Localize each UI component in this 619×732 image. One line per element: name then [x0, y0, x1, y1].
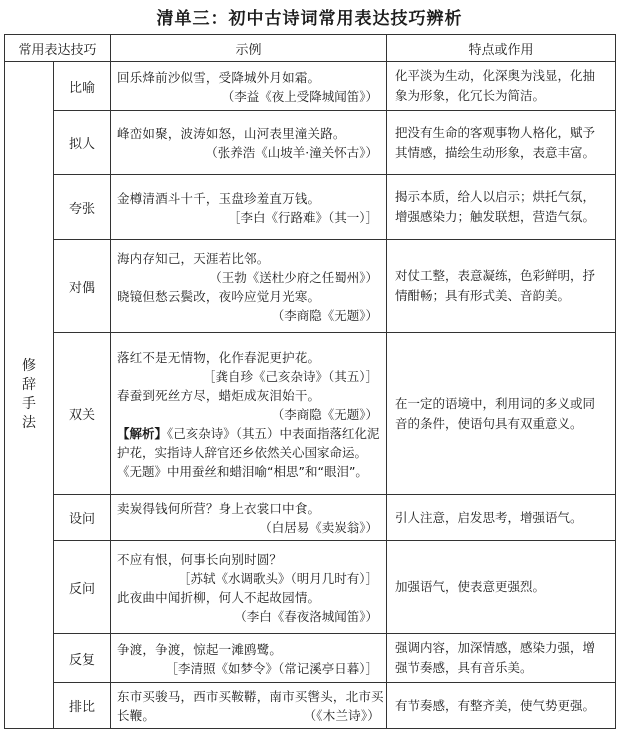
- example-line-with-source: [117, 706, 380, 725]
- group-char: 法: [22, 415, 36, 431]
- technique-name: 夸张: [54, 175, 111, 240]
- feature-text: 揭示本质，给人以启示；烘托气氛，增强感染力；触发联想，营造气氛。: [387, 175, 616, 240]
- technique-name: 设问: [54, 495, 111, 541]
- technique-name: 对偶: [54, 240, 111, 333]
- technique-name: 比喻: [54, 62, 111, 111]
- example-line: 春蚕到死丝方尽，蜡炬成灰泪始干。: [117, 387, 321, 403]
- table-row: [5, 111, 616, 175]
- example-line: 海内存知己，天涯若比邻。: [117, 250, 270, 266]
- example-line: 卖炭得钱何所营？身上衣裳口中食。: [117, 501, 321, 516]
- feature-text: 有节奏感，有整齐美，使气势更强。: [387, 683, 616, 729]
- example-line: 此夜曲中闻折柳，何人不起故园情。: [117, 589, 321, 605]
- table-row: [5, 541, 616, 634]
- header-feature: 特点或作用: [387, 35, 616, 62]
- example-cell: [111, 683, 387, 729]
- feature-text: 强调内容，加深情感，感染力强，增强节奏感，具有音乐美。: [387, 634, 616, 683]
- example-line: 争渡，争渡，惊起一滩鸥鹭。: [117, 641, 283, 657]
- header-example: 示例: [111, 35, 387, 62]
- example-source: （李商隐《无题》）: [271, 307, 379, 323]
- example-source: ［苏轼《水调歌头》（明月几时有）］: [178, 570, 379, 586]
- example-cell: [111, 333, 387, 495]
- example-line: 峰峦如聚，波涛如怒，山河表里潼关路。: [117, 126, 346, 141]
- group-char: 手: [22, 396, 36, 412]
- example-cell: [111, 541, 387, 634]
- analysis-label: 【解析】: [117, 425, 168, 441]
- table-row: [5, 495, 616, 541]
- example-source: ［李白《行路难》（其一）］: [228, 209, 379, 225]
- table-row: [5, 240, 616, 333]
- group-char: 辞: [22, 377, 36, 393]
- feature-text: 引人注意，启发思考，增强语气。: [387, 495, 616, 541]
- example-cell: [111, 495, 387, 541]
- example-line: 回乐烽前沙似雪，受降城外月如霜。: [117, 69, 321, 85]
- page-title: 清单三：初中古诗词常用表达技巧辨析: [156, 9, 463, 29]
- feature-text: 加强语气，使表意更强烈。: [387, 541, 616, 634]
- table-row: [5, 634, 616, 683]
- techniques-table: [4, 34, 616, 729]
- example-source: （李益《夜上受降城闻笛》）: [221, 88, 379, 104]
- technique-name: 反问: [54, 541, 111, 634]
- feature-text: 把没有生命的客观事物人格化，赋予其情感，描绘生动形象，表意丰富。: [387, 111, 616, 175]
- feature-text: 化平淡为生动，化深奥为浅显，化抽象为形象，化冗长为简洁。: [387, 62, 616, 111]
- example-cell: [111, 111, 387, 175]
- technique-name: 排比: [54, 683, 111, 729]
- group-char: 修: [22, 358, 36, 374]
- example-line: 晓镜但愁云鬓改，夜吟应觉月光寒。: [117, 288, 321, 304]
- example-line: 长鞭。: [117, 708, 156, 723]
- table-row: [5, 333, 616, 495]
- example-source: ［李清照《如梦令》（常记溪亭日暮）］: [165, 660, 379, 676]
- technique-name: 反复: [54, 634, 111, 683]
- example-line: 东市买骏马，西市买鞍鞯，南市买辔头，北市买: [117, 689, 384, 704]
- analysis-note: [117, 424, 380, 481]
- example-cell: [111, 62, 387, 111]
- example-cell: [111, 175, 387, 240]
- table-row: [5, 175, 616, 240]
- table-row: [5, 683, 616, 729]
- example-source: （李白《春夜洛城闻笛》）: [234, 608, 379, 624]
- example-source: （白居易《卖炭翁》）: [259, 520, 379, 535]
- example-source: （《木兰诗》）: [303, 708, 381, 723]
- example-source: （王勃《送杜少府之任蜀州》）: [209, 269, 379, 285]
- technique-name: 双关: [54, 333, 111, 495]
- group-rhetoric: [5, 62, 54, 729]
- example-cell: [111, 634, 387, 683]
- example-line: 落红不是无情物，化作春泥更护花。: [117, 349, 321, 365]
- feature-text: 在一定的语境中，利用词的多义或同音的条件，使语句具有双重意义。: [387, 333, 616, 495]
- feature-text: 对仗工整，表意凝练，色彩鲜明，抒情酣畅；具有形式美、音韵美。: [387, 240, 616, 333]
- table-header-row: [5, 35, 616, 62]
- analysis-text: 《己亥杂诗》（其五）中表面指落红化泥护花，实指诗人辞官还乡依然关心国家命运。《无题》中用蚕丝和蜡泪喻“相思”和“眼泪”。: [117, 425, 380, 479]
- example-source: ［龚自珍《己亥杂诗》（其五）］: [203, 368, 379, 384]
- technique-name: 拟人: [54, 111, 111, 175]
- header-technique: 常用表达技巧: [5, 35, 111, 62]
- example-source: （李商隐《无题》）: [271, 406, 379, 422]
- table-row: [5, 62, 616, 111]
- example-source: （张养浩《山坡羊·潼关怀古》）: [205, 145, 379, 160]
- example-cell: [111, 240, 387, 333]
- example-line: 金樽清酒斗十千，玉盘珍羞直万钱。: [117, 190, 321, 206]
- example-line: 不应有恨，何事长向别时圆？: [117, 551, 283, 567]
